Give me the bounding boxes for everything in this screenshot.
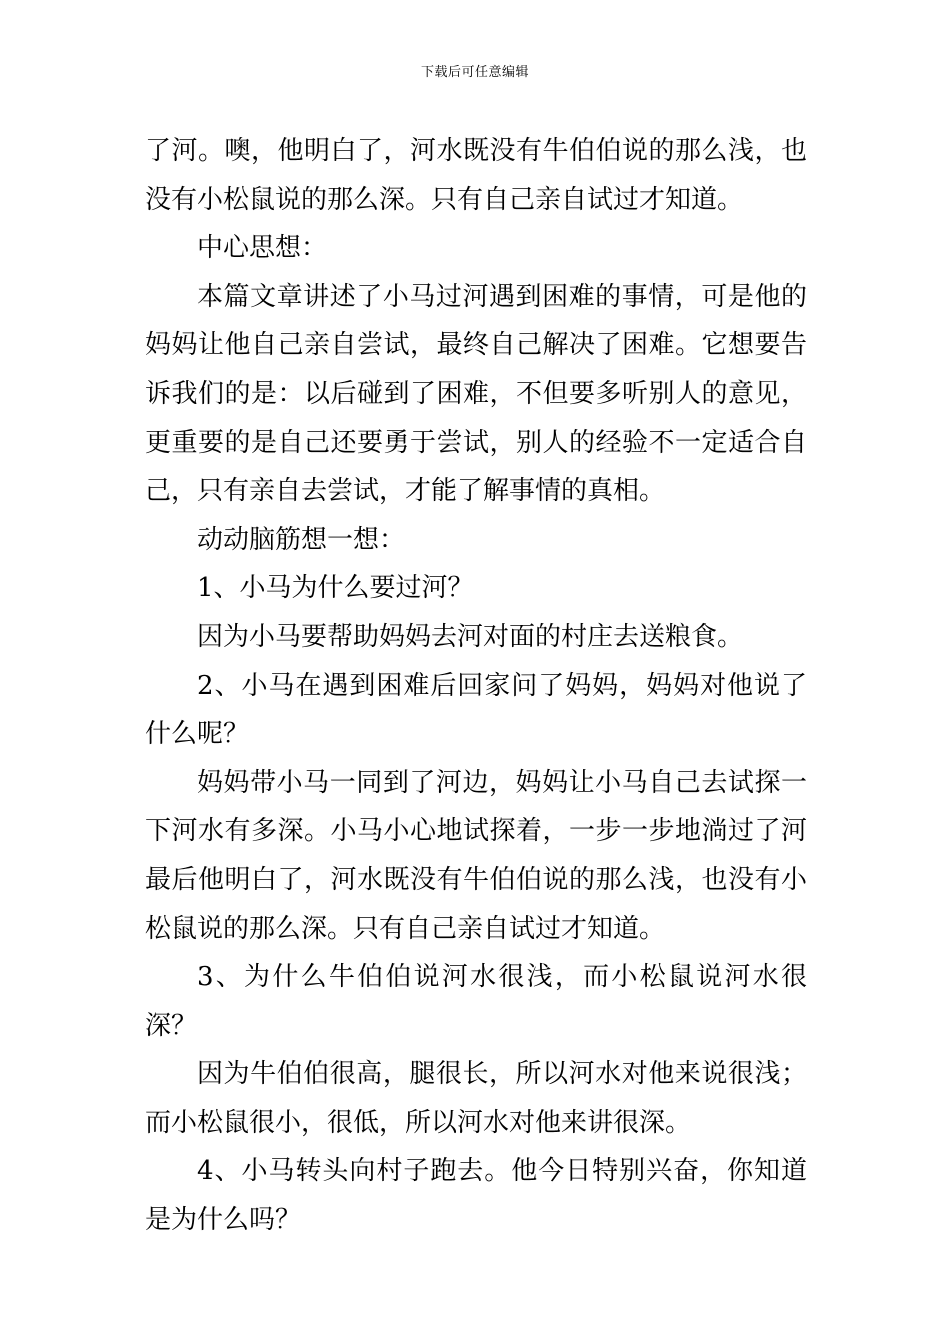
answer-1: 因为小马要帮助妈妈去河对面的村庄去送粮食。 [197,621,744,652]
answer-3: 因为牛伯伯很高，腿很长，所以河水对他来说很浅；而小松鼠很小，很低，所以河水对他来讲很深。 [145,1059,807,1138]
page-header: 下载后可任意编辑 [420,65,529,80]
paragraph-continuation: 了河。噢，他明白了，河水既没有牛伯伯说的那么浅，也没有小松鼠说的那么深。只有自己亲自试过才知道。 [145,136,807,215]
question-3: 3、为什么牛伯伯说河水很浅，而小松鼠说河水很深？ [145,962,807,1041]
question-4: 4、小马转头向村子跑去。他今日特别兴奋，你知道是为什么吗？ [145,1156,807,1236]
paragraph-central-idea: 本篇文章讲述了小马过河遇到困难的事情，可是他的妈妈让他自己亲自尝试，最终自己解决了困难。它想要告诉我们的是：以后碰到了困难，不但要多听别人的意见，更重要的是自己还要勇于尝试，别人的经验不一定适合自己，只有亲自去尝试，才能了解事情的真相。 [145,281,807,507]
question-1: 1、小马为什么要过河？ [197,573,474,604]
question-2: 2、小马在遇到困难后回家问了妈妈，妈妈对他说了什么呢？ [145,670,807,750]
answer-2: 妈妈带小马一同到了河边，妈妈让小马自己去试探一下河水有多深。小马小心地试探着，一步一步地淌过了河最后他明白了，河水既没有牛伯伯说的那么浅，也没有小松鼠说的那么深。只有自己亲自试过才知道。 [145,767,807,944]
document-body [145,127,807,1245]
section-heading-questions: 动动脑筋想一想： [197,524,406,555]
section-heading-central-idea: 中心思想： [197,233,328,264]
